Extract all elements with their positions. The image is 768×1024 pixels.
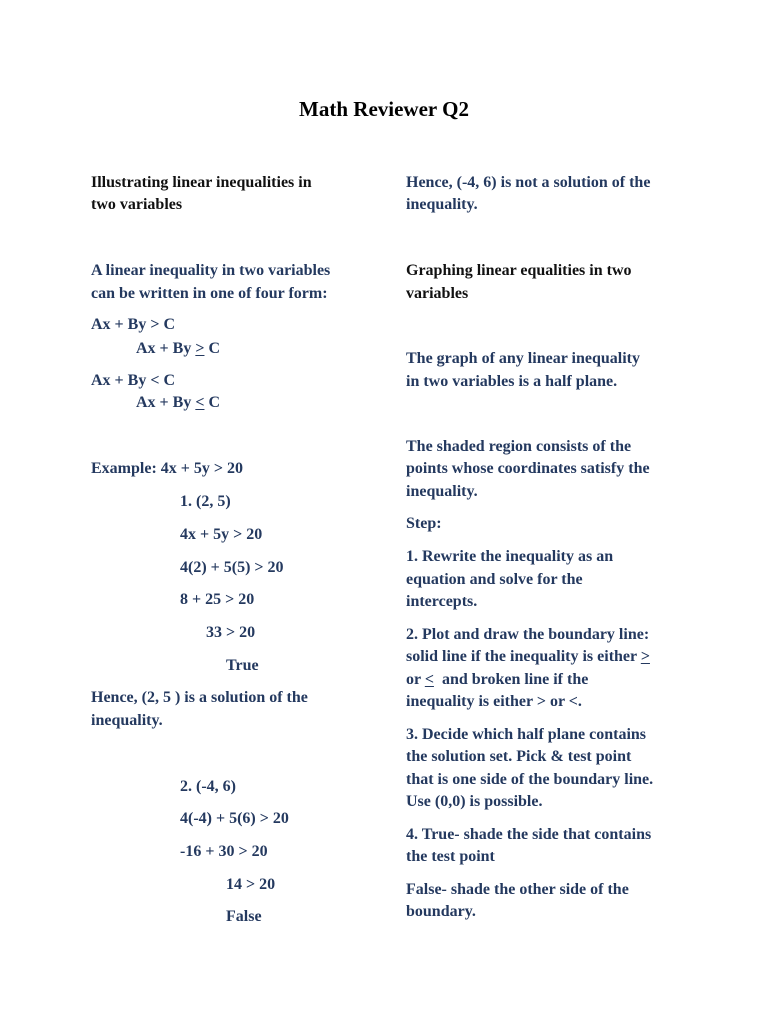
step-2-line-4: inequality is either > or <.: [406, 693, 582, 710]
form-4: Ax + By < C: [136, 394, 221, 411]
step-3-line-3: that is one side of the boundary line.: [406, 771, 654, 788]
work-1-step-1: 4x + 5y > 20: [180, 526, 263, 543]
work-1-step-3: 8 + 25 > 20: [180, 591, 255, 608]
graphing-heading-line-1: Graphing linear equalities in two: [406, 262, 632, 279]
shaded-text-line-1: The shaded region consists of the: [406, 438, 632, 455]
work-1-step-2: 4(2) + 5(5) > 20: [180, 559, 284, 576]
conclusion-2-line-2: inequality.: [406, 196, 478, 213]
conclusion-2-line-1: Hence, (-4, 6) is not a solution of the: [406, 174, 651, 191]
work-2-step-1: 4(-4) + 5(6) > 20: [180, 810, 289, 827]
work-1-point: 1. (2, 5): [180, 493, 231, 510]
graphing-heading-line-2: variables: [406, 285, 469, 302]
step-2-line-2: solid line if the inequality is either >: [406, 648, 650, 665]
intro-line-2: can be written in one of four form:: [91, 285, 328, 302]
step-1-line-3: intercepts.: [406, 593, 478, 610]
step-label: Step:: [406, 515, 442, 532]
form-3: Ax + By < C: [91, 372, 176, 389]
step-3-line-1: 3. Decide which half plane contains: [406, 726, 647, 743]
step-1-line-1: 1. Rewrite the inequality as an: [406, 548, 614, 565]
false-text-line-1: False- shade the other side of the: [406, 881, 629, 898]
work-2-step-3: 14 > 20: [226, 876, 276, 893]
graph-text-line-1: The graph of any linear inequality: [406, 350, 640, 367]
step-4-line-1: 4. True- shade the side that contains: [406, 826, 652, 843]
work-2-point: 2. (-4, 6): [180, 778, 236, 795]
step-2-line-3: or < and broken line if the: [406, 671, 589, 688]
form-1: Ax + By > C: [91, 316, 176, 333]
section-heading-line-2: two variables: [91, 196, 183, 213]
page-title: Math Reviewer Q2: [299, 97, 469, 121]
intro-line-1: A linear inequality in two variables: [91, 262, 331, 279]
form-2: Ax + By > C: [136, 340, 221, 357]
section-heading-line-1: Illustrating linear inequalities in: [91, 174, 312, 191]
shaded-text-line-2: points whose coordinates satisfy the: [406, 460, 650, 477]
graph-text-line-2: in two variables is a half plane.: [406, 373, 618, 390]
step-4-line-2: the test point: [406, 848, 495, 865]
example-heading: Example: 4x + 5y > 20: [91, 460, 244, 477]
work-2-result: False: [226, 908, 262, 925]
false-text-line-2: boundary.: [406, 903, 476, 920]
conclusion-1-line-2: inequality.: [91, 712, 163, 729]
conclusion-1-line-1: Hence, (2, 5 ) is a solution of the: [91, 689, 308, 706]
work-1-result: True: [226, 657, 259, 674]
step-3-line-2: the solution set. Pick & test point: [406, 748, 632, 765]
work-2-step-2: -16 + 30 > 20: [180, 843, 268, 860]
step-2-line-1: 2. Plot and draw the boundary line:: [406, 626, 650, 643]
shaded-text-line-3: inequality.: [406, 483, 478, 500]
work-1-step-4: 33 > 20: [206, 624, 256, 641]
step-3-line-4: Use (0,0) is possible.: [406, 793, 543, 810]
step-1-line-2: equation and solve for the: [406, 571, 583, 588]
